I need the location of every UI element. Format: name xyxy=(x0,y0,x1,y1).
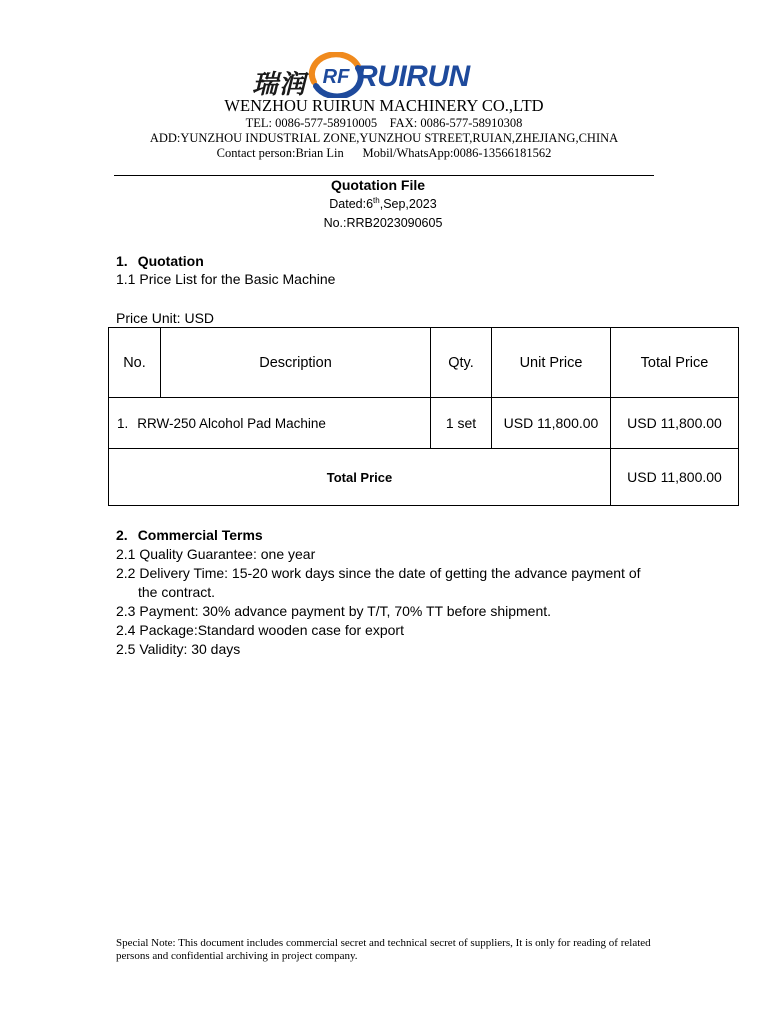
header-qty: Qty. xyxy=(431,328,492,398)
item-unit-price: USD 11,800.00 xyxy=(492,398,611,449)
item-cell xyxy=(109,398,431,449)
section2-title: Commercial Terms xyxy=(137,527,263,543)
header-divider xyxy=(114,175,654,176)
total-label: Total Price xyxy=(109,449,611,506)
price-table xyxy=(108,327,739,506)
header-description: Description xyxy=(161,328,431,398)
company-name: WENZHOU RUIRUN MACHINERY CO.,LTD xyxy=(224,96,544,115)
special-note: Special Note: This document includes commercial secret and technical secret of suppliers, It is only for reading of related persons and confidential archiving in project company. xyxy=(116,937,651,962)
item-description: RRW-250 Alcohol Pad Machine xyxy=(137,415,326,431)
document-title: Quotation File xyxy=(330,177,426,193)
date-suffix: ,Sep,2023 xyxy=(379,197,437,212)
term-validity: 2.5 Validity: 30 days xyxy=(116,641,241,657)
date-prefix: Dated:6 xyxy=(329,197,374,212)
header-no: No. xyxy=(109,328,161,398)
term-delivery-time-cont: the contract. xyxy=(138,584,216,600)
section1-title: Quotation xyxy=(137,253,204,269)
total-value: USD 11,800.00 xyxy=(611,449,739,506)
company-logo xyxy=(248,50,488,100)
section2-heading xyxy=(116,527,263,543)
table-total-row xyxy=(109,449,739,506)
item-qty: 1 set xyxy=(431,398,492,449)
address-line: ADD:YUNZHOU INDUSTRIAL ZONE,YUNZHOU STREET,RUIAN,ZHEJIANG,CHINA xyxy=(149,131,619,145)
term-payment: 2.3 Payment: 30% advance payment by T/T, 70% TT before shipment. xyxy=(116,603,552,619)
section1-number: 1. xyxy=(116,253,128,269)
term-package: 2.4 Package:Standard wooden case for export xyxy=(116,622,404,638)
logo-chinese-text: 瑞润 xyxy=(252,70,307,100)
logo-mark-text: RF xyxy=(322,66,350,88)
price-unit: Price Unit: USD xyxy=(116,310,215,326)
document-number: No.:RRB2023090605 xyxy=(323,216,443,230)
header-total-price: Total Price xyxy=(611,328,739,398)
section2-number: 2. xyxy=(116,527,128,543)
header-unit-price: Unit Price xyxy=(492,328,611,398)
table-header-row xyxy=(109,328,739,398)
term-quality-guarantee: 2.1 Quality Guarantee: one year xyxy=(116,546,316,562)
section1-heading xyxy=(116,253,204,269)
term-delivery-time: 2.2 Delivery Time: 15-20 work days since the date of getting the advance payment of xyxy=(116,565,641,581)
logo-brand-text: RUIRUN xyxy=(356,60,470,93)
document-date xyxy=(0,196,766,211)
section1-subheading: 1.1 Price List for the Basic Machine xyxy=(116,271,336,287)
date-superscript: th xyxy=(373,196,380,205)
item-total-price: USD 11,800.00 xyxy=(611,398,739,449)
table-row xyxy=(109,398,739,449)
item-number: 1. xyxy=(117,415,129,431)
tel-fax-line: TEL: 0086-577-58910005 FAX: 0086-577-58910308 xyxy=(245,116,523,130)
contact-person-line: Contact person:Brian Lin Mobil/WhatsApp:0086-13566181562 xyxy=(216,146,552,160)
